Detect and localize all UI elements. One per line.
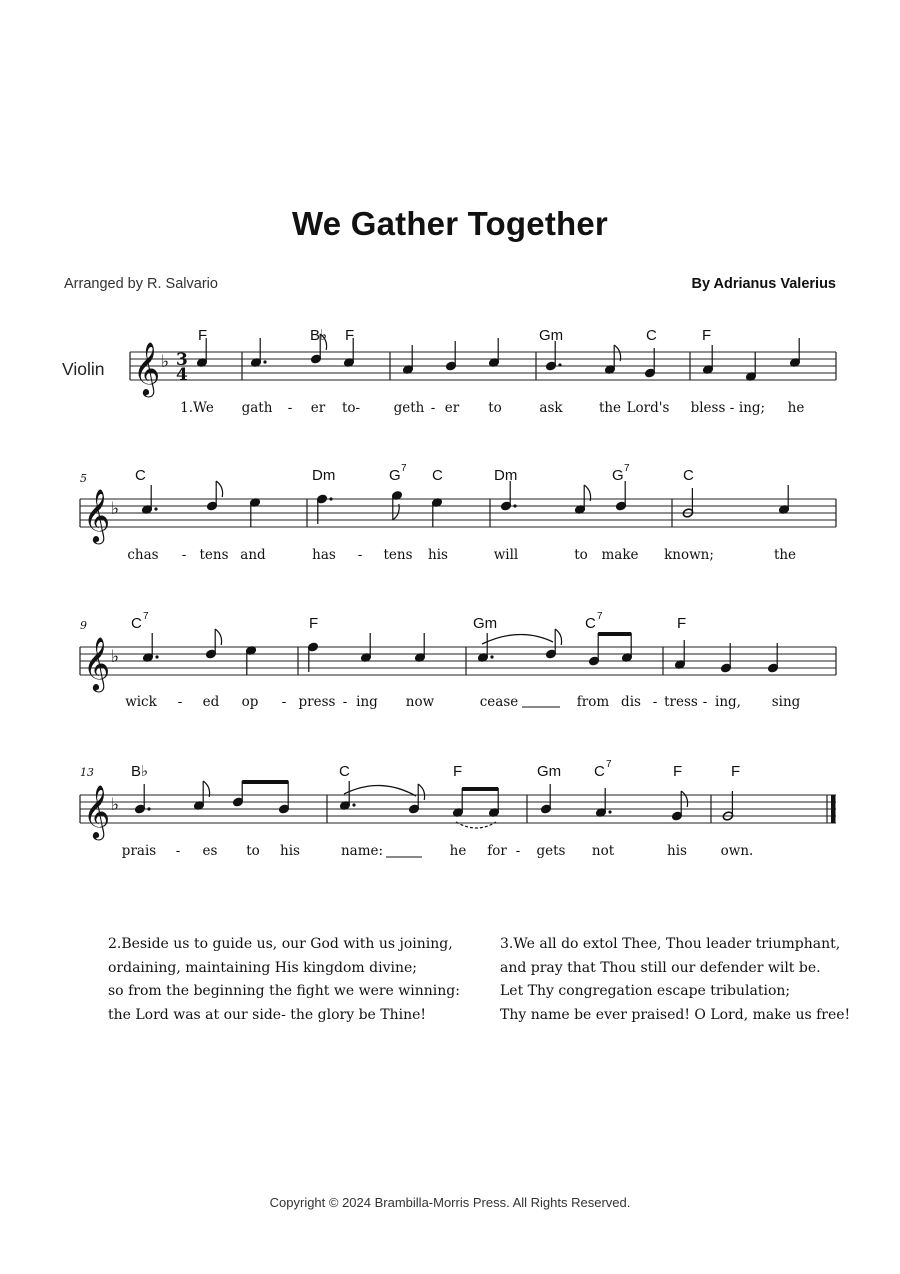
lyric: to: [574, 547, 588, 563]
chord-symbol: Gm: [539, 327, 564, 344]
time-signature-bottom: 4: [176, 365, 188, 385]
lyric: known;: [664, 547, 714, 563]
chord-symbols: [198, 327, 711, 344]
key-signature-flat: ♭: [111, 499, 120, 519]
composer-credit: By Adrianus Valerius: [691, 276, 836, 292]
key-signature-flat: ♭: [111, 647, 120, 667]
chord-symbol: F: [673, 763, 683, 780]
lyric: press: [298, 694, 336, 710]
chord-symbol: C: [135, 467, 146, 484]
lyric: -: [357, 547, 363, 563]
chord-symbol: F: [198, 327, 208, 344]
treble-clef: 𝄞: [83, 488, 111, 542]
measure-number: 5: [80, 472, 87, 485]
lyric: -: [175, 843, 181, 859]
verse-line: so from the beginning the fight we were winning:: [108, 983, 460, 999]
lyric: -: [430, 400, 436, 416]
treble-clef: 𝄞: [83, 784, 111, 838]
lyric: the: [773, 547, 797, 563]
chord-symbol: F: [345, 327, 355, 344]
verse-line: 2.Beside us to guide us, our God with us joining,: [108, 936, 453, 952]
lyric: and: [240, 547, 266, 563]
chord-symbol: G: [389, 467, 401, 484]
lyric: name:: [340, 843, 384, 859]
chord-symbol: C: [646, 327, 657, 344]
lyric: to: [488, 400, 502, 416]
key-signature-flat: ♭: [161, 352, 170, 372]
lyrics: [122, 843, 754, 859]
verse-line: Let Thy congregation escape tribulation;: [500, 983, 791, 999]
lyric: -: [729, 400, 735, 416]
chord-symbol: C: [683, 467, 694, 484]
lyric: to-: [341, 400, 361, 416]
lyric: -: [342, 694, 348, 710]
key-signature-flat: ♭: [111, 795, 120, 815]
verse-line: and pray that Thou still our defender wilt be.: [500, 959, 821, 976]
lyric: dis: [621, 694, 641, 710]
chord-symbol: F: [702, 327, 712, 344]
lyric: 1.We: [180, 400, 214, 416]
lyric: he: [449, 843, 467, 859]
lyric: now: [405, 694, 435, 710]
lyric: the: [598, 400, 622, 416]
lyric: Lord's: [626, 400, 670, 416]
chord-symbol: 7: [606, 759, 612, 770]
chord-symbol: F: [731, 763, 741, 780]
treble-clef: 𝄞: [133, 341, 161, 395]
copyright-notice: Copyright © 2024 Brambilla-Morris Press. All Rights Reserved.: [269, 1195, 631, 1210]
lyric: his: [667, 843, 687, 859]
lyric: -: [702, 694, 708, 710]
system-1: [130, 327, 836, 416]
lyric: own.: [720, 843, 754, 859]
system-4: [80, 759, 836, 859]
measure-number: 13: [80, 766, 94, 779]
lyric: from: [576, 694, 610, 710]
lyric: tress: [664, 694, 698, 710]
chord-symbol: F: [453, 763, 463, 780]
measure-number: 9: [80, 619, 87, 632]
lyric: -: [177, 694, 183, 710]
chord-symbol: C: [432, 467, 443, 484]
lyric: es: [202, 843, 218, 859]
time-signature-top: 3: [176, 350, 188, 370]
lyric: cease: [479, 694, 519, 710]
chord-symbol: C: [131, 615, 142, 632]
chord-symbol: F: [309, 615, 319, 632]
chord-symbol: 7: [143, 611, 149, 622]
chord-symbol: G: [612, 467, 624, 484]
lyric: prais: [121, 843, 157, 859]
chord-symbol: C: [585, 615, 596, 632]
treble-clef: 𝄞: [83, 636, 111, 690]
chord-symbol: B♭: [310, 327, 328, 344]
lyrics: [127, 547, 796, 563]
chord-symbols: [131, 759, 740, 780]
lyric: tens: [199, 547, 229, 563]
lyric: -: [652, 694, 658, 710]
lyric: er: [310, 400, 326, 416]
lyric: ed: [202, 694, 220, 710]
system-3: [80, 611, 836, 710]
lyric: will: [493, 547, 519, 563]
lyric: -: [281, 694, 287, 710]
lyric: he: [787, 400, 805, 416]
lyric: ing,: [715, 694, 741, 710]
lyric: ing: [356, 694, 378, 710]
lyric: for: [487, 843, 507, 859]
chord-symbol: F: [677, 615, 687, 632]
verse-line: 3.We all do extol Thee, Thou leader triumphant,: [500, 936, 841, 952]
instrument-name: Violin: [62, 359, 105, 379]
verse-line: the Lord was at our side- the glory be Thine!: [108, 1006, 427, 1023]
lyric: er: [444, 400, 460, 416]
arranger-credit: Arranged by R. Salvario: [64, 276, 218, 292]
lyric: make: [601, 547, 639, 563]
final-barline: [831, 795, 836, 823]
chord-symbol: Dm: [494, 467, 518, 484]
chord-symbol: Gm: [473, 615, 498, 632]
lyric: -: [181, 547, 187, 563]
lyric: his: [280, 843, 300, 859]
lyric: ask: [539, 400, 563, 416]
chord-symbol: 7: [624, 463, 630, 474]
notes: [134, 781, 733, 828]
lyric: gath: [241, 400, 273, 416]
lyric: his: [428, 547, 448, 563]
chord-symbol: Dm: [312, 467, 336, 484]
chord-symbols: [131, 611, 686, 632]
chord-symbols: [135, 463, 694, 484]
lyric: ing;: [738, 400, 766, 416]
lyric: -: [287, 400, 293, 416]
lyric: has: [312, 547, 336, 563]
chord-symbol: C: [594, 763, 605, 780]
lyric: geth: [393, 400, 425, 416]
lyric: op: [241, 694, 259, 710]
lyrics: [125, 694, 800, 710]
verse-line: Thy name be ever praised! O Lord, make us free!: [500, 1006, 851, 1023]
lyric: bless: [690, 400, 726, 416]
chord-symbol: B♭: [131, 763, 149, 780]
verse-2: [108, 933, 460, 1027]
lyric: -: [515, 843, 521, 859]
system-2: [80, 463, 836, 563]
lyric: sing: [771, 694, 801, 710]
chord-symbol: C: [339, 763, 350, 780]
lyrics: [180, 400, 804, 416]
verse-3: [500, 933, 850, 1027]
chord-symbol: 7: [597, 611, 603, 622]
lyric: wick: [125, 694, 157, 710]
lyric: tens: [383, 547, 413, 563]
lyric: gets: [536, 843, 566, 859]
verse-line: ordaining, maintaining His kingdom divine;: [108, 959, 417, 976]
lyric: chas: [127, 547, 159, 563]
staff-lines: [80, 499, 836, 527]
song-title: We Gather Together: [292, 205, 608, 242]
lyric: not: [591, 843, 615, 859]
chord-symbol: 7: [401, 463, 407, 474]
chord-symbol: Gm: [537, 763, 562, 780]
lyric: to: [246, 843, 260, 859]
staff-lines: [130, 352, 836, 380]
